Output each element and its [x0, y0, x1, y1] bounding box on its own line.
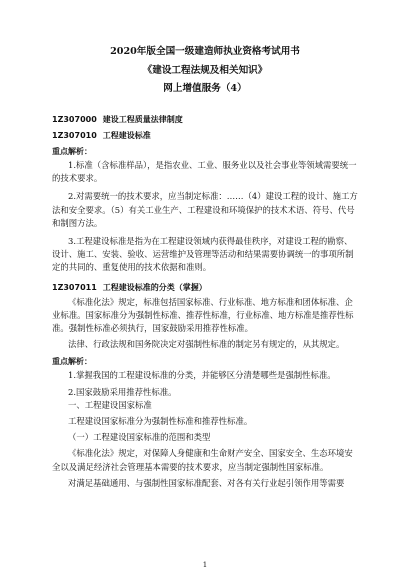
paragraph: 法律、行政法规和国务院决定对强制性标准的制定另有规定的，从其规定。: [68, 339, 345, 350]
paragraph: 1.掌握我国的工程建设标准的分类，并能够区分清楚哪些是强制性标准。: [68, 370, 336, 381]
service-title: 网上增值服务（4）: [163, 83, 247, 94]
section-title: 建设工程质量法律制度: [102, 115, 183, 124]
paragraph: 3.工程建设标准是指为在工程建设领域内获得最佳秩序，对建设工程的勘察、设计、施工、安装、验收、运营维护及管理等活动和结果需要协调统一的事项所制定的共同的、重复使用的技术依据和准则。: [52, 236, 354, 273]
subsection-code: 1Z307011: [52, 282, 97, 292]
paragraph: 《标准化法》规定，标准包括国家标准、行业标准、地方标准和团体标准、企业标准。国家标准分为强制性标准、推荐性标准，行业标准、地方标准是推荐性标准。强制性标准必须执行，国家鼓励采用推荐性标准。: [52, 296, 354, 334]
subsection-heading: [52, 280, 358, 296]
subsection-code: 1Z307010: [52, 131, 97, 140]
subsection-title: 工程建设标准: [102, 131, 151, 140]
section-code: 1Z307000: [52, 115, 97, 124]
section-heading: [52, 112, 358, 128]
subsection-heading: [52, 128, 358, 144]
book-title: 2020年版全国一级建造师执业资格考试用书: [110, 46, 300, 57]
paragraph: （一）工程建设国家标准的范围和类型: [68, 432, 211, 443]
paragraph: 《标准化法》规定，对保障人身健康和生命财产安全、国家安全、生态环境安全以及满足经济社会管理基本需要的技术要求，应当制定强制性国家标准。: [52, 448, 353, 472]
paragraph: 2.国家鼓励采用推荐性标准。: [68, 386, 177, 397]
paragraph: 1.标准（含标准样品），是指农业、工业、服务业以及社会事业等领域需要统一的技术要求。: [52, 160, 357, 184]
paragraph: 一、工程建设国家标准: [68, 399, 152, 410]
subsection-title: 工程建设标准的分类（掌握）: [102, 282, 207, 292]
book-subtitle: 《建设工程法规及相关知识》: [142, 65, 268, 76]
paragraph: 对满足基础通用、与强制性国家标准配套、对各有关行业起引领作用等需要: [68, 477, 345, 488]
key-analysis-heading: 重点解析：: [52, 357, 92, 367]
key-analysis-heading: 重点解析：: [52, 147, 92, 156]
page-number: 1: [202, 561, 208, 569]
paragraph: 2.对需要统一的技术要求，应当制定标准：……（4）建设工程的设计、施工方法和安全要求。（5）有关工业生产、工程建设和环境保护的技术术语、符号、代号和制图方法。: [52, 191, 358, 228]
paragraph: 工程建设国家标准分为强制性标准和推荐性标准。: [68, 416, 253, 427]
